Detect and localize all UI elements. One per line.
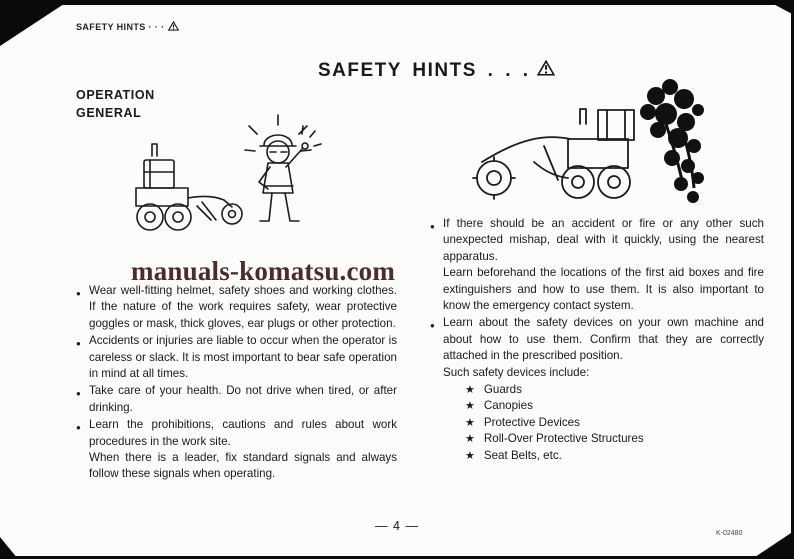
running-header: [76, 21, 179, 33]
right-column: [430, 216, 764, 465]
list-item: [465, 382, 764, 398]
list-item: [430, 216, 764, 314]
bullet-icon: ●: [430, 222, 435, 231]
star-icon: ★: [465, 416, 475, 429]
section-heading-operation: OPERATION: [76, 88, 155, 102]
watermark: manuals-komatsu.com: [131, 256, 396, 286]
safety-device-label: Canopies: [483, 399, 533, 413]
bullet-paragraph: When there is a leader, fix standard signals and always follow these signals when operating.: [89, 451, 397, 481]
section-heading-general: GENERAL: [76, 106, 142, 120]
list-item: [465, 415, 764, 431]
scan-artifact-top-left: [0, 0, 70, 46]
page-title-text: SAFETY HINTS . . .: [318, 60, 530, 81]
star-icon: ★: [465, 449, 475, 462]
left-column: [76, 283, 397, 484]
safety-device-label: Protective Devices: [483, 415, 580, 429]
bullet-paragraph: Learn the prohibitions, cautions and rules about work procedures in the work site.: [89, 418, 397, 448]
page-number: — 4 —: [375, 519, 419, 533]
bullet-paragraph: Accidents or injuries are liable to occur when the operator is careless or slack. It is most important to bear safe operation in mind at all times.: [89, 334, 397, 381]
safety-devices-list: [443, 382, 764, 464]
bullet-paragraph: Take care of your health. Do not drive when tired, or after drinking.: [89, 384, 397, 414]
bullet-icon: ●: [76, 389, 81, 399]
list-item: [430, 315, 764, 464]
star-icon: ★: [465, 384, 475, 397]
scan-artifact-top: [0, 0, 794, 5]
list-item: [76, 283, 397, 332]
list-item: [76, 417, 397, 483]
safety-device-label: Seat Belts, etc.: [483, 448, 562, 462]
bullet-paragraph: Such safety devices include:: [443, 365, 590, 379]
star-icon: ★: [465, 400, 475, 413]
bullet-icon: ●: [76, 289, 81, 298]
list-item: [465, 431, 764, 447]
scan-artifact-top-right: [766, 0, 794, 15]
warning-icon: [168, 21, 179, 33]
document-code: K-02480: [716, 530, 743, 537]
scan-artifact-bottom-right: [752, 531, 794, 559]
bullet-paragraph: Learn beforehand the locations of the first aid boxes and fire extinguishers and how to use them. It is also important to know the emergency contact system.: [443, 266, 764, 313]
bullet-icon: ●: [76, 423, 81, 433]
bullet-paragraph: Learn about the safety devices on your own machine and about how to use them. Confirm that they are correctly attached in the prescribed position.: [443, 316, 764, 363]
bullet-icon: ●: [430, 321, 435, 331]
safety-device-label: Guards: [483, 383, 522, 397]
list-item: [76, 333, 397, 382]
bullet-paragraph: If there should be an accident or fire or any other such unexpected mishap, deal with it quickly, using the nearest apparatus.: [443, 217, 764, 263]
list-item: [76, 383, 397, 416]
bullet-paragraph: Wear well-fitting helmet, safety shoes and working clothes. If the nature of the work requires safety, wear protective goggles or mask, thick gloves, ear plugs or other protection.: [89, 284, 397, 330]
list-item: [465, 398, 764, 414]
bullet-icon: ●: [76, 339, 81, 349]
safety-device-label: Roll-Over Protective Structures: [483, 432, 644, 446]
grader-foliage-illustration: [460, 66, 705, 223]
worker-grader-illustration: [118, 110, 343, 253]
running-header-text: SAFETY HINTS · · ·: [76, 22, 165, 32]
star-icon: ★: [465, 433, 475, 446]
list-item: [465, 448, 764, 464]
